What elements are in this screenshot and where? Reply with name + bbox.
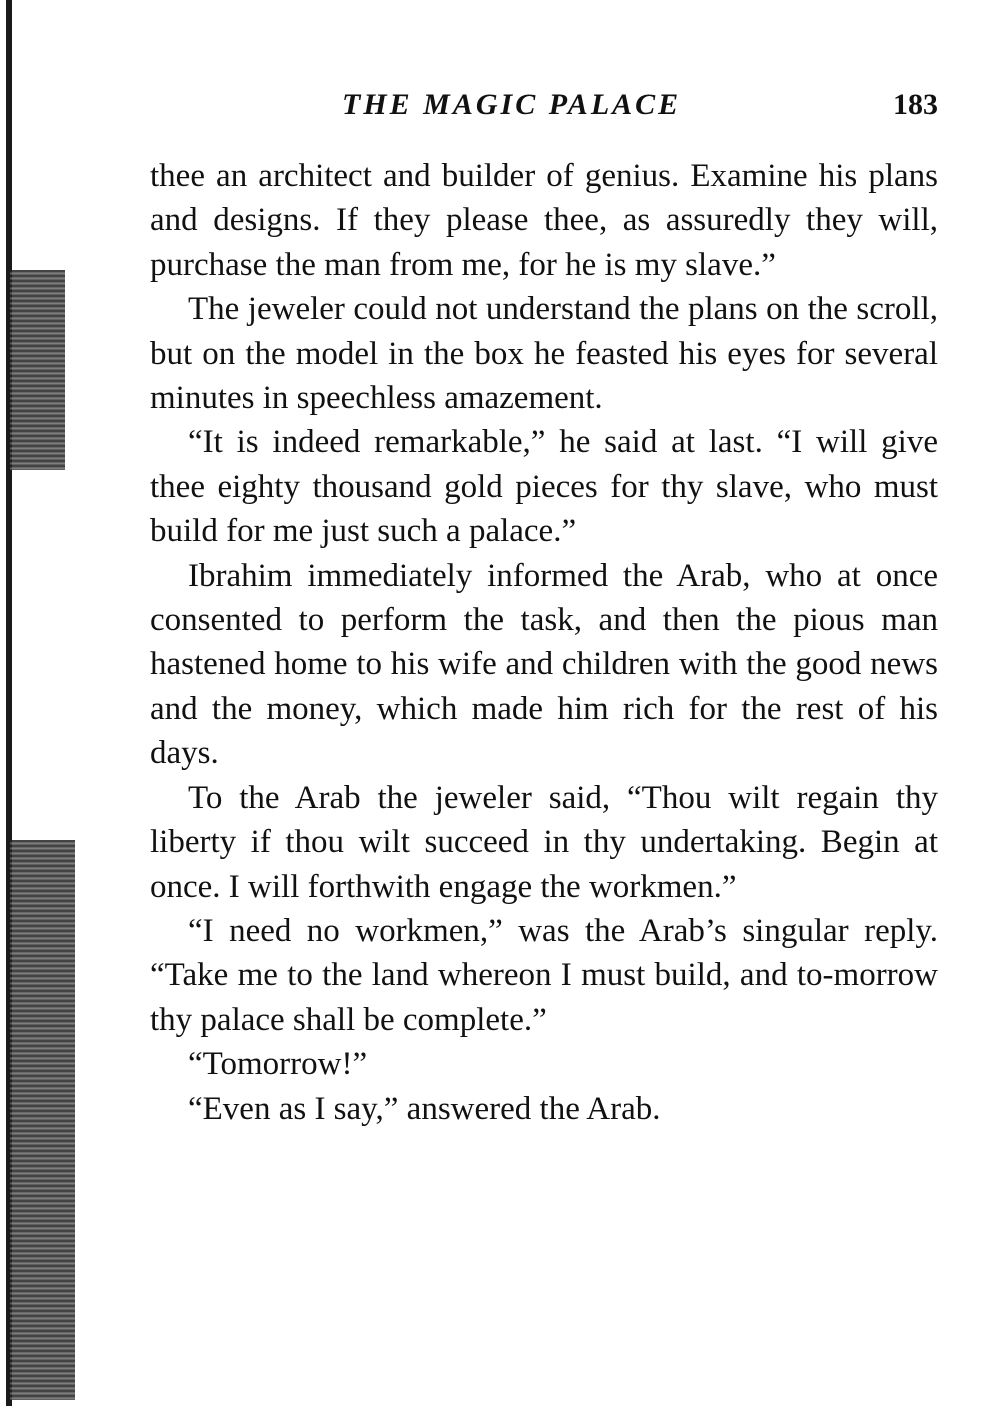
paragraph: To the Arab the jeweler said, “Thou wilt regain thy liberty if thou wilt succeed in thy undertaking. Begin at once. I will forthwith engage the workmen.” bbox=[150, 779, 938, 905]
paragraph: “I need no workmen,” was the Arab’s singular reply. “Take me to the land whereon I must build, and to-morrow thy palace shall be complete.” bbox=[150, 912, 938, 1038]
paragraph: “It is indeed remarkable,” he said at last. “I will give thee eighty thousand gold pieces for thy slave, who must build for me just such a palace.” bbox=[150, 424, 938, 550]
page-gutter-scan-edge bbox=[0, 0, 100, 1406]
running-head bbox=[150, 88, 938, 128]
paragraph: The jeweler could not understand the plans on the scroll, but on the model in the box he feasted his eyes for several minutes in speechless amazement. bbox=[150, 291, 938, 417]
running-title: THE MAGIC PALACE bbox=[342, 88, 682, 121]
book-page bbox=[150, 88, 938, 1131]
paragraph: “Tomorrow!” bbox=[188, 1046, 368, 1083]
body-text bbox=[150, 154, 938, 1131]
page-number: 183 bbox=[893, 88, 938, 121]
paragraph: “Even as I say,” answered the Arab. bbox=[188, 1090, 661, 1127]
scan-shadow-lower bbox=[10, 840, 75, 1400]
paragraph: thee an architect and builder of genius. Examine his plans and designs. If they please thee, as assuredly they will, purchase the man from me, for he is my slave.” bbox=[150, 158, 938, 283]
paragraph: Ibrahim immediately informed the Arab, who at once consented to perform the task, and then the pious man hastened home to his wife and children with the good news and the money, which made him rich for the rest of his days. bbox=[150, 557, 938, 772]
scan-shadow-upper bbox=[10, 270, 65, 470]
